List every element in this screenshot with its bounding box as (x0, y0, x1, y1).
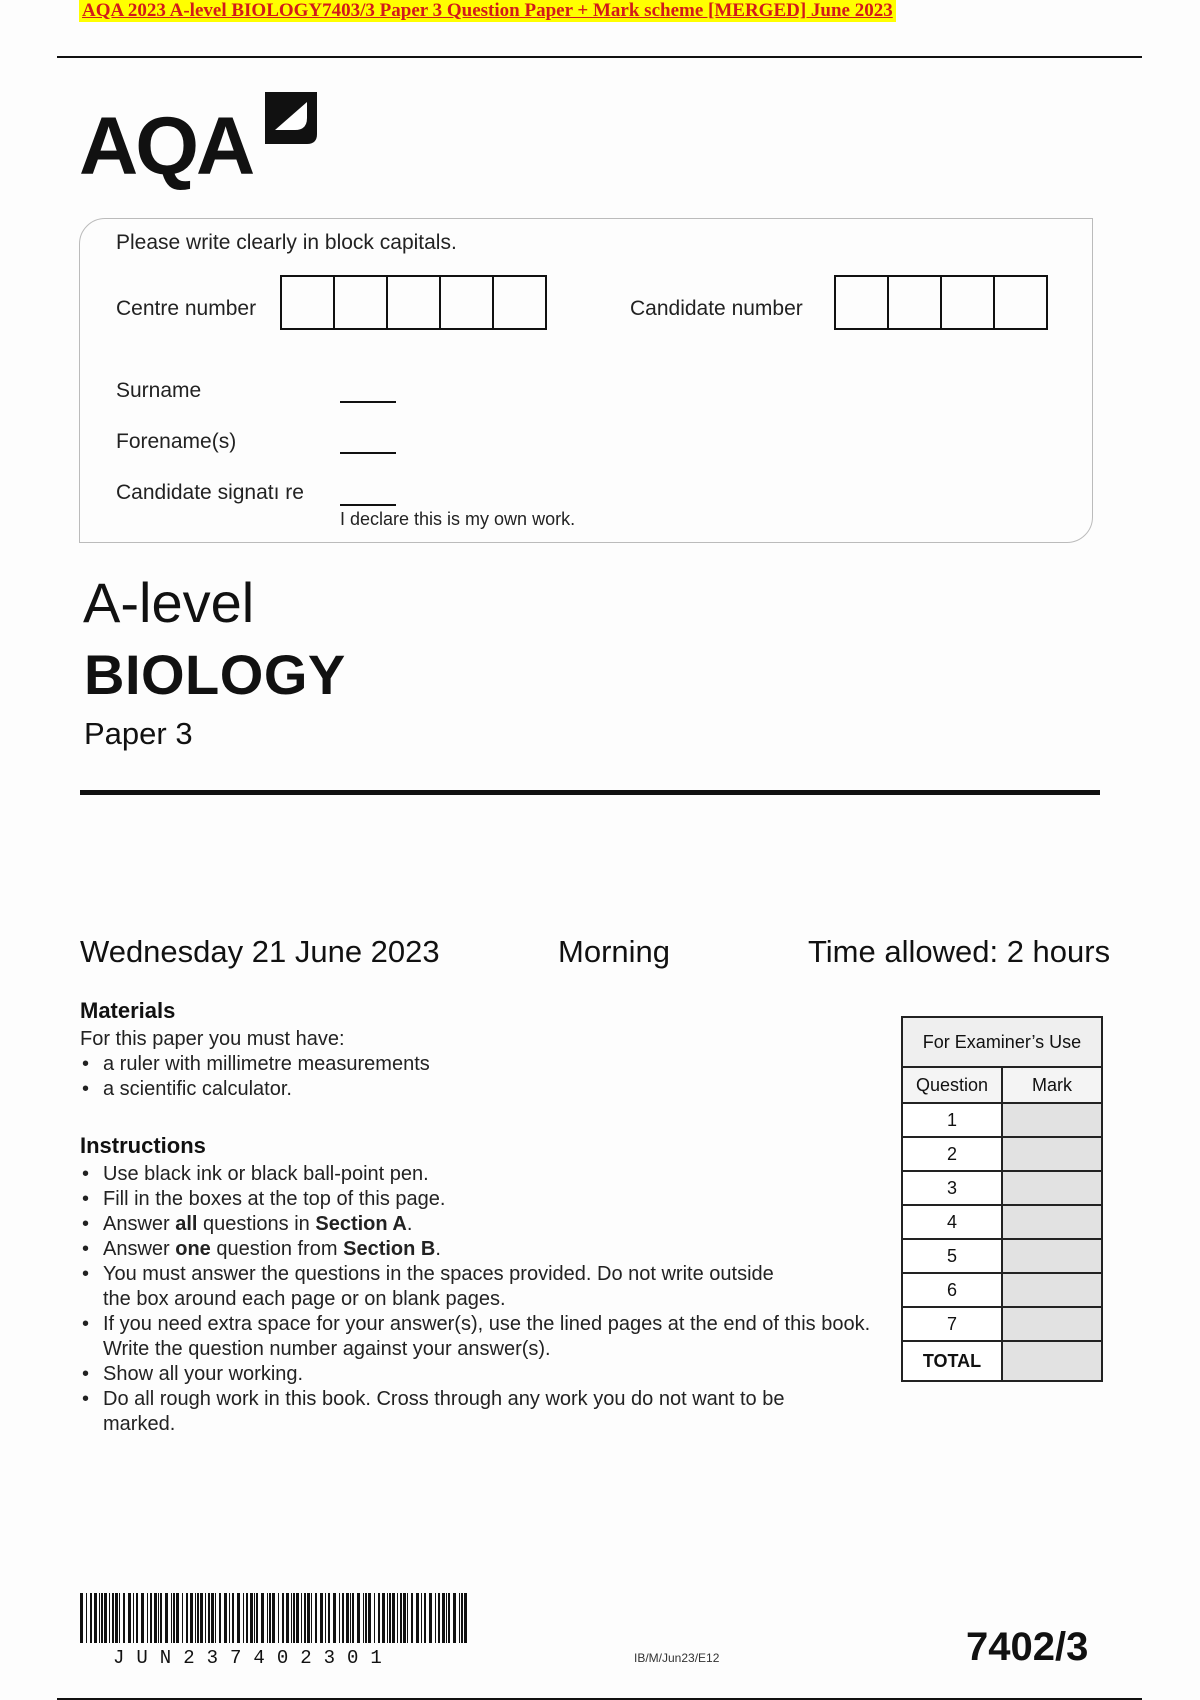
mark-cell (1002, 1137, 1102, 1171)
list-item: • Use black ink or black ball-point pen. (80, 1162, 880, 1187)
total-mark-cell (1002, 1341, 1102, 1381)
mark-cell (1002, 1239, 1102, 1273)
surname-label: Surname (116, 379, 202, 402)
table-row: 2 (902, 1137, 1102, 1171)
exam-date: Wednesday 21 June 2023 (80, 934, 440, 969)
total-row (902, 1341, 1102, 1381)
signature-label: Candidate signatı re (116, 481, 304, 504)
candidate-number-boxes[interactable] (834, 275, 1046, 330)
paper-number: Paper 3 (84, 716, 193, 751)
logo-text: AQA (79, 101, 253, 192)
list-item: • You must answer the questions in the spaces provided. Do not write outside the box around each page or on blank pages. (80, 1262, 880, 1312)
table-row: 4 (902, 1205, 1102, 1239)
qualification-level: A-level (83, 571, 255, 634)
barcode-icon (80, 1593, 470, 1649)
centre-digit-box[interactable] (386, 275, 441, 330)
barcode-text: JUN237402301 (113, 1647, 394, 1669)
logo-mark-icon (261, 88, 321, 148)
instructions-heading: Instructions (80, 1133, 206, 1158)
mark-cell (1002, 1307, 1102, 1341)
centre-digit-box[interactable] (492, 275, 547, 330)
document-banner-link[interactable]: AQA 2023 A-level BIOLOGY7403/3 Paper 3 Question Paper + Mark scheme [MERGED] June 2023 (79, 0, 896, 22)
candidate-digit-box[interactable] (834, 275, 889, 330)
centre-digit-box[interactable] (280, 275, 335, 330)
table-row: 7 (902, 1307, 1102, 1341)
table-row: 5 (902, 1239, 1102, 1273)
list-item: • a ruler with millimetre measurements (80, 1052, 900, 1077)
examiner-use-table (901, 1016, 1103, 1382)
instructions-list (80, 1162, 880, 1437)
examiner-table-title: For Examiner’s Use (902, 1017, 1102, 1067)
forename-label: Forename(s) (116, 430, 237, 453)
materials-list (80, 1052, 900, 1102)
mark-column-header: Mark (1002, 1067, 1102, 1103)
centre-digit-box[interactable] (333, 275, 388, 330)
centre-number-boxes[interactable] (280, 275, 545, 330)
subject-title: BIOLOGY (84, 643, 346, 706)
top-divider (57, 56, 1142, 58)
total-label: TOTAL (902, 1341, 1002, 1381)
list-item: • Show all your working. (80, 1362, 880, 1387)
instructions-section (80, 1133, 880, 1437)
mark-cell (1002, 1273, 1102, 1307)
forename-field[interactable] (340, 452, 396, 454)
centre-number-label: Centre number (116, 297, 257, 320)
surname-field[interactable] (340, 401, 396, 403)
reference-code: IB/M/Jun23/E12 (634, 1651, 720, 1665)
aqa-logo (79, 88, 321, 192)
candidate-digit-box[interactable] (887, 275, 942, 330)
centre-digit-box[interactable] (439, 275, 494, 330)
candidate-number-label: Candidate number (630, 297, 803, 320)
candidate-digit-box[interactable] (993, 275, 1048, 330)
paper-code: 7402/3 (966, 1625, 1089, 1669)
signature-field[interactable] (340, 504, 396, 506)
title-divider (80, 790, 1100, 795)
mark-cell (1002, 1171, 1102, 1205)
list-item: • Fill in the boxes at the top of this page. (80, 1187, 880, 1212)
declaration-text: I declare this is my own work. (340, 509, 576, 529)
exam-session: Morning (558, 934, 670, 969)
list-item: • If you need extra space for your answer(s), use the lined pages at the end of this book. Write the question number against your answer(s). (80, 1312, 880, 1362)
list-item: • Do all rough work in this book. Cross through any work you do not want to be marked. (80, 1387, 880, 1437)
block-capitals-instruction: Please write clearly in block capitals. (116, 231, 457, 254)
materials-section (80, 998, 900, 1102)
mark-cell (1002, 1103, 1102, 1137)
materials-intro: For this paper you must have: (80, 1028, 345, 1050)
list-item: • Answer one question from Section B. (80, 1237, 880, 1262)
time-allowed: Time allowed: 2 hours (808, 934, 1111, 969)
materials-heading: Materials (80, 998, 176, 1023)
list-item: • Answer all questions in Section A. (80, 1212, 880, 1237)
mark-cell (1002, 1205, 1102, 1239)
table-row: 1 (902, 1103, 1102, 1137)
candidate-digit-box[interactable] (940, 275, 995, 330)
question-column-header: Question (902, 1067, 1002, 1103)
table-row: 6 (902, 1273, 1102, 1307)
list-item: • a scientific calculator. (80, 1077, 900, 1102)
candidate-details-box (79, 218, 1093, 543)
table-row: 3 (902, 1171, 1102, 1205)
